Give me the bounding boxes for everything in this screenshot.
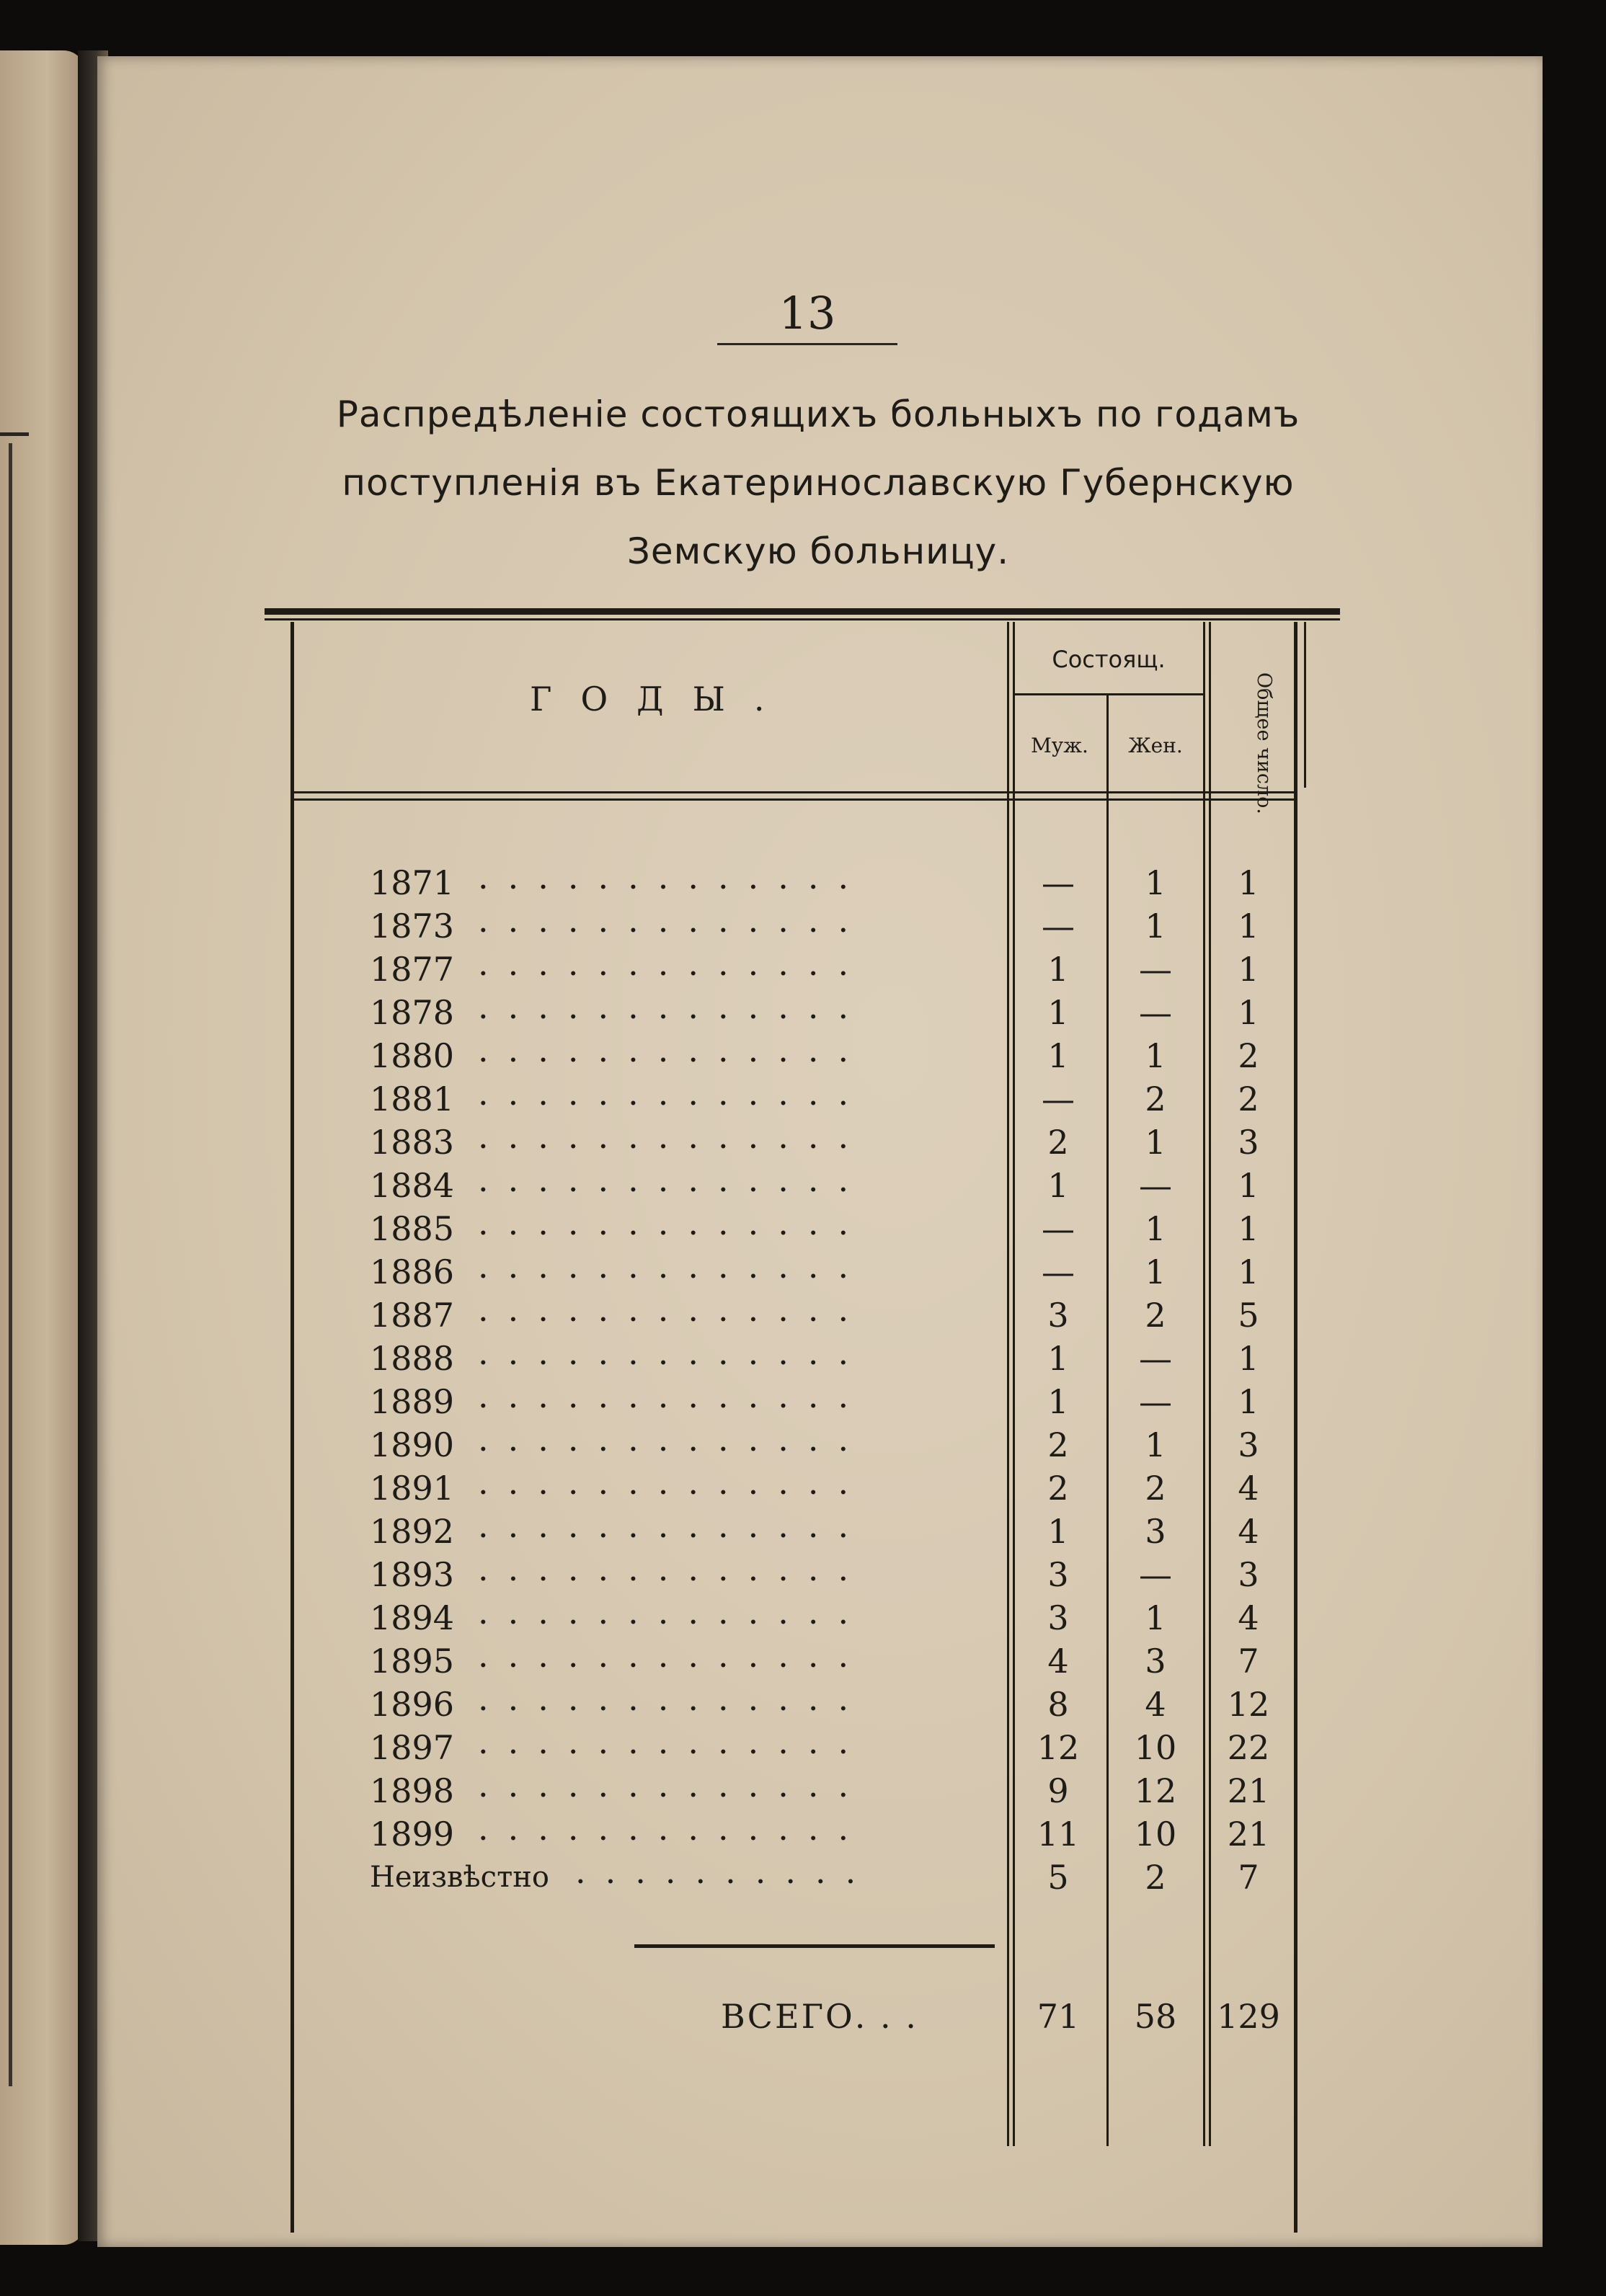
page-number: 13 <box>778 287 836 339</box>
row-total: 1 <box>1238 1166 1259 1205</box>
row-total: 1 <box>1238 1339 1259 1378</box>
row-year: 1878 <box>370 993 455 1032</box>
row-female: 4 <box>1145 1685 1166 1724</box>
header-years: ГОДЫ. <box>530 680 794 718</box>
row-female: 2 <box>1145 1080 1166 1118</box>
row-year: 1895 <box>370 1642 455 1681</box>
row-total: 4 <box>1238 1512 1259 1551</box>
header-subrule <box>1013 693 1204 695</box>
row-total: 1 <box>1238 1382 1259 1421</box>
row-male: 8 <box>1047 1685 1069 1724</box>
row-male: 3 <box>1047 1555 1069 1594</box>
row-male: — <box>1042 863 1075 902</box>
row-total: 1 <box>1238 993 1259 1032</box>
row-female: 1 <box>1145 1123 1166 1162</box>
title-line: поступленія въ Екатеринославскую Губернскую <box>342 462 1295 504</box>
table-row <box>370 1160 1307 1207</box>
row-total: 3 <box>1238 1555 1259 1594</box>
page-number-rule <box>717 343 897 345</box>
row-year: 1896 <box>370 1685 455 1724</box>
row-female: 2 <box>1145 1469 1166 1508</box>
row-total: 12 <box>1227 1685 1270 1724</box>
leader-dots: ............. <box>478 1722 869 1761</box>
leader-dots: ............. <box>478 1074 869 1113</box>
row-total: 1 <box>1238 863 1259 902</box>
row-year: 1871 <box>370 863 455 902</box>
row-male: 1 <box>1047 1339 1069 1378</box>
row-year: 1893 <box>370 1555 455 1594</box>
row-female: 1 <box>1145 1252 1166 1291</box>
row-female: — <box>1139 1339 1172 1378</box>
row-female: 1 <box>1145 863 1166 902</box>
row-female: 12 <box>1134 1771 1177 1810</box>
row-male: — <box>1042 1252 1075 1291</box>
row-female: 1 <box>1145 1209 1166 1248</box>
row-male: — <box>1042 1209 1075 1248</box>
row-year: 1890 <box>370 1425 455 1464</box>
table-row <box>370 1506 1307 1553</box>
row-male: 3 <box>1047 1296 1069 1335</box>
table-row <box>370 858 1307 904</box>
leader-dots: .......... <box>575 1852 876 1891</box>
row-total: 21 <box>1227 1771 1270 1810</box>
previous-page-rule <box>0 432 29 436</box>
row-male: 1 <box>1047 1036 1069 1075</box>
row-total: 1 <box>1238 1209 1259 1248</box>
table-row <box>370 1636 1307 1683</box>
row-female: — <box>1139 993 1172 1032</box>
leader-dots: ............. <box>478 1376 869 1415</box>
row-female: 1 <box>1145 1598 1166 1637</box>
table-top-rule-thin <box>265 618 1340 620</box>
row-female: 3 <box>1145 1642 1166 1681</box>
row-year: 1873 <box>370 907 455 945</box>
row-male: 4 <box>1047 1642 1069 1681</box>
table-row <box>370 1766 1307 1812</box>
total-overall: 129 <box>1217 1997 1280 2036</box>
row-total: 4 <box>1238 1598 1259 1637</box>
row-year: 1886 <box>370 1252 455 1291</box>
row-female: 1 <box>1145 1425 1166 1464</box>
row-year: 1885 <box>370 1209 455 1248</box>
leader-dots: ............. <box>478 1679 869 1718</box>
leader-dots: ............. <box>478 1290 869 1329</box>
table-right-border <box>1304 622 1306 788</box>
row-year: 1892 <box>370 1512 455 1551</box>
table-row <box>370 1463 1307 1510</box>
row-total: 2 <box>1238 1036 1259 1075</box>
table-title <box>241 381 1395 586</box>
leader-dots: ............. <box>478 1549 869 1588</box>
row-female: — <box>1139 1166 1172 1205</box>
table-row <box>370 1031 1307 1077</box>
table-row <box>370 1593 1307 1639</box>
row-female: — <box>1139 1382 1172 1421</box>
row-year: 1889 <box>370 1382 455 1421</box>
leader-dots: ............. <box>478 1160 869 1199</box>
row-year: 1899 <box>370 1815 455 1854</box>
row-male: 1 <box>1047 1382 1069 1421</box>
table-row <box>370 1074 1307 1121</box>
table-row <box>370 1203 1307 1250</box>
table-top-rule <box>265 608 1340 615</box>
table-row <box>370 944 1307 991</box>
leader-dots: ............. <box>478 1766 869 1805</box>
row-total: 22 <box>1227 1728 1270 1767</box>
leader-dots: ............. <box>478 901 869 940</box>
leader-dots: ............. <box>478 1333 869 1372</box>
header-total: Общее число. <box>1253 672 1275 814</box>
title-line: Распредѣленіе состоящихъ больныхъ по годамъ <box>336 393 1300 435</box>
row-male: 1 <box>1047 950 1069 989</box>
row-female: 2 <box>1145 1858 1166 1897</box>
table-row <box>370 1333 1307 1380</box>
row-year: 1897 <box>370 1728 455 1767</box>
row-male: 11 <box>1037 1815 1080 1854</box>
leader-dots: ............. <box>478 1463 869 1502</box>
row-year: 1883 <box>370 1123 455 1162</box>
row-female: 10 <box>1134 1728 1177 1767</box>
row-female: 3 <box>1145 1512 1166 1551</box>
leader-dots: ............. <box>478 1506 869 1545</box>
leader-dots: ............. <box>478 1809 869 1848</box>
row-female: 2 <box>1145 1296 1166 1335</box>
row-male: 1 <box>1047 1166 1069 1205</box>
leader-dots: ............. <box>478 1636 869 1675</box>
row-total: 7 <box>1238 1642 1259 1681</box>
leader-dots: ............. <box>478 1420 869 1459</box>
row-year: 1898 <box>370 1771 455 1810</box>
row-male: 1 <box>1047 1512 1069 1551</box>
table-row <box>370 1679 1307 1726</box>
header-female: Жен. <box>1128 734 1183 757</box>
table-row <box>370 1549 1307 1596</box>
row-year: Неизвѣстно <box>370 1861 549 1894</box>
row-year: 1881 <box>370 1080 455 1118</box>
row-male: 3 <box>1047 1598 1069 1637</box>
row-year: 1891 <box>370 1469 455 1508</box>
leader-dots: ............. <box>478 1117 869 1156</box>
row-female: 1 <box>1145 1036 1166 1075</box>
leader-dots: ............. <box>478 1247 869 1286</box>
row-female: 10 <box>1134 1815 1177 1854</box>
row-year: 1894 <box>370 1598 455 1637</box>
row-total: 3 <box>1238 1425 1259 1464</box>
total-label: ВСЕГО. . . <box>721 1997 918 2036</box>
row-total: 1 <box>1238 950 1259 989</box>
table-body <box>370 858 1307 1899</box>
row-total: 2 <box>1238 1080 1259 1118</box>
header-male: Муж. <box>1031 734 1088 757</box>
header-bottom-rule <box>293 798 1295 801</box>
total-female: 58 <box>1134 1997 1177 2036</box>
row-male: 2 <box>1047 1469 1069 1508</box>
row-male: — <box>1042 907 1075 945</box>
leader-dots: ............. <box>478 944 869 983</box>
row-total: 1 <box>1238 907 1259 945</box>
row-male: 1 <box>1047 993 1069 1032</box>
previous-page-line <box>9 443 12 2086</box>
row-year: 1880 <box>370 1036 455 1075</box>
row-year: 1888 <box>370 1339 455 1378</box>
table-row <box>370 987 1307 1034</box>
row-female: — <box>1139 950 1172 989</box>
row-year: 1877 <box>370 950 455 989</box>
table-row <box>370 1722 1307 1769</box>
table-row <box>370 1117 1307 1164</box>
row-total: 21 <box>1227 1815 1270 1854</box>
row-female: — <box>1139 1555 1172 1594</box>
leader-dots: ............. <box>478 1203 869 1242</box>
row-total: 4 <box>1238 1469 1259 1508</box>
row-total: 1 <box>1238 1252 1259 1291</box>
book-page <box>97 56 1543 2247</box>
table-row <box>370 1376 1307 1423</box>
row-year: 1887 <box>370 1296 455 1335</box>
row-total: 3 <box>1238 1123 1259 1162</box>
row-female: 1 <box>1145 907 1166 945</box>
table-left-border <box>290 622 294 2233</box>
leader-dots: ............. <box>478 1031 869 1069</box>
previous-page-edge <box>0 50 85 2245</box>
table-row <box>370 1852 1307 1899</box>
row-male: 2 <box>1047 1123 1069 1162</box>
row-total: 7 <box>1238 1858 1259 1897</box>
leader-dots: ............. <box>478 858 869 896</box>
total-male: 71 <box>1037 1997 1080 2036</box>
title-line: Земскую больницу. <box>626 530 1010 572</box>
row-male: 9 <box>1047 1771 1069 1810</box>
table-row <box>370 1809 1307 1856</box>
total-rule <box>634 1944 995 1948</box>
header-bottom-rule <box>293 791 1295 793</box>
row-total: 5 <box>1238 1296 1259 1335</box>
row-year: 1884 <box>370 1166 455 1205</box>
table-row <box>370 1247 1307 1294</box>
leader-dots: ............. <box>478 987 869 1026</box>
row-male: 12 <box>1037 1728 1080 1767</box>
header-group: Состоящ. <box>1052 646 1166 673</box>
leader-dots: ............. <box>478 1593 869 1632</box>
row-male: — <box>1042 1080 1075 1118</box>
row-male: 5 <box>1047 1858 1069 1897</box>
table-row <box>370 901 1307 948</box>
table-row <box>370 1420 1307 1467</box>
table-row <box>370 1290 1307 1337</box>
row-male: 2 <box>1047 1425 1069 1464</box>
